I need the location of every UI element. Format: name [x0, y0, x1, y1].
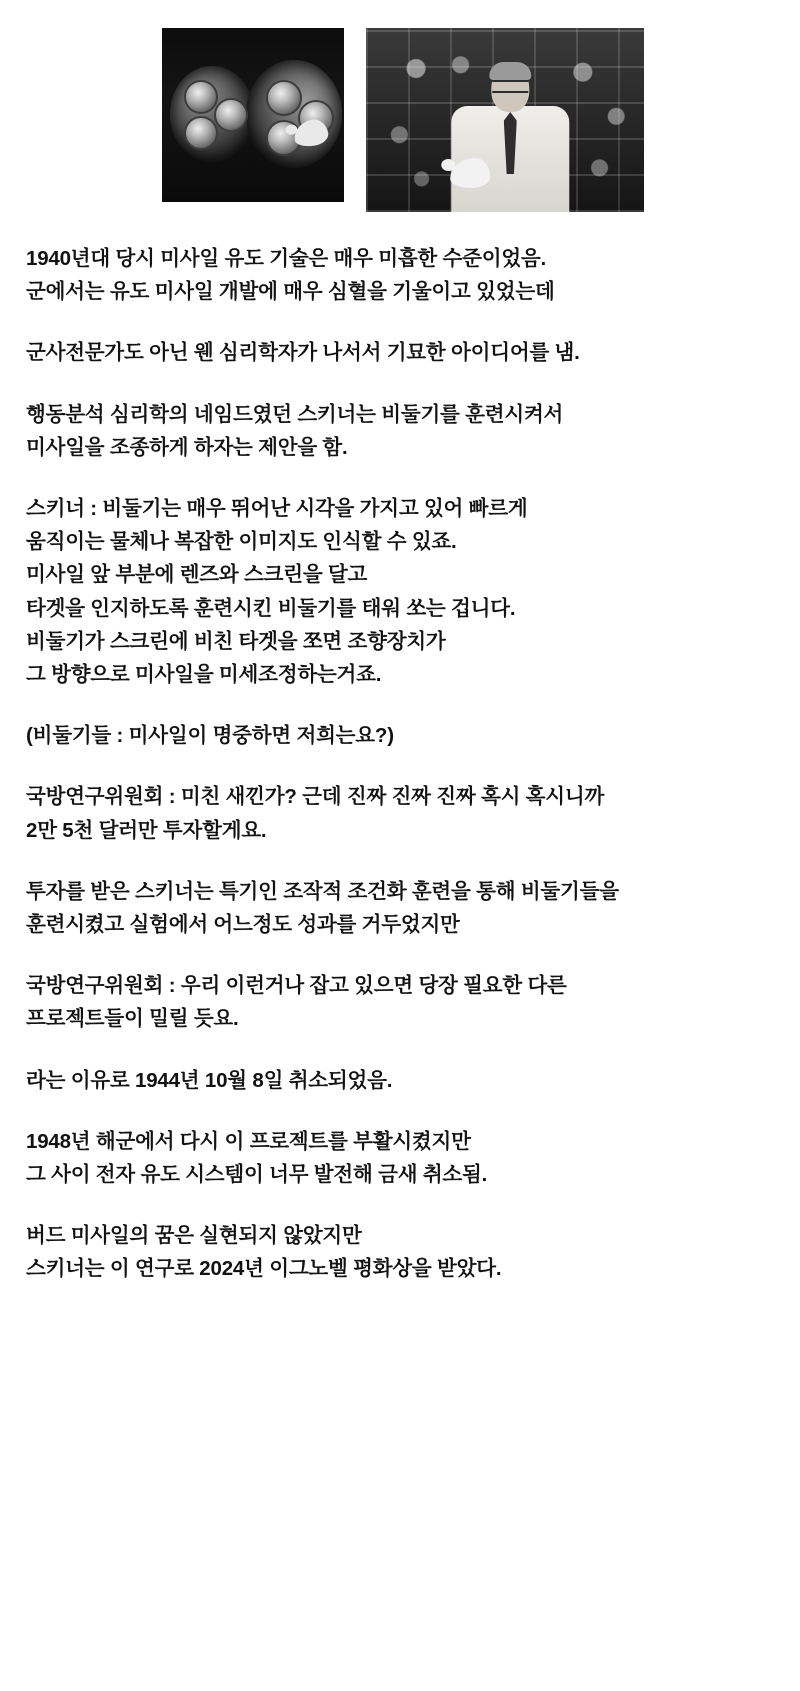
paragraph [26, 1125, 774, 1191]
text-line: 스키너 : 비둘기는 매우 뛰어난 시각을 가지고 있어 빠르게 [26, 497, 528, 521]
text-line: 군사전문가도 아닌 웬 심리학자가 나서서 기묘한 아이디어를 냄. [26, 341, 580, 365]
lens-icon [184, 80, 218, 114]
paragraph [26, 719, 774, 752]
text-line: 그 방향으로 미사일을 미세조정하는거죠. [26, 663, 382, 687]
missile-nose-cone-photo [162, 28, 344, 202]
text-line: 2만 5천 달러만 투자할게요. [26, 818, 267, 842]
paragraph [26, 398, 774, 464]
text-line: 국방연구위원회 : 미친 새낀가? 근데 진짜 진짜 진짜 혹시 혹시니까 [26, 785, 605, 809]
paragraph [26, 780, 774, 846]
image-strip [0, 28, 800, 212]
text-line: 군에서는 유도 미사일 개발에 매우 심혈을 기울이고 있었는데 [26, 280, 555, 304]
text-line: 투자를 받은 스키너는 특기인 조작적 조건화 훈련을 통해 비둘기들을 [26, 879, 619, 903]
text-line: 1940년대 당시 미사일 유도 기술은 매우 미흡한 수준이었음. [26, 247, 547, 270]
text-line: 미사일 앞 부분에 렌즈와 스크린을 달고 [26, 563, 368, 587]
paragraph [26, 492, 774, 691]
text-line: 국방연구위원회 : 우리 이런거나 잡고 있으면 당장 필요한 다른 [26, 974, 567, 998]
text-line: 미사일을 조종하게 하자는 제안을 함. [26, 435, 348, 459]
text-line: 버드 미사일의 꿈은 실현되지 않았지만 [26, 1224, 362, 1248]
article-body [0, 212, 800, 1286]
researcher-figure [444, 62, 576, 212]
skinner-pigeon-lab-photo [366, 28, 644, 212]
text-line: 라는 이유로 1944년 10월 8일 취소되었음. [26, 1068, 393, 1092]
researcher-hair [489, 62, 531, 80]
text-line: 행동분석 심리학의 네임드였던 스키너는 비둘기를 훈련시켜서 [26, 402, 564, 426]
text-line: (비둘기들 : 미사일이 명중하면 저희는요?) [26, 724, 394, 748]
text-line: 타겟을 인지하도록 훈련시킨 비둘기를 태워 쏘는 겁니다. [26, 596, 516, 620]
paragraph [26, 1064, 774, 1097]
glasses-icon [492, 80, 528, 93]
paragraph [26, 336, 774, 369]
text-line: 프로젝트들이 밀릴 듯요. [26, 1007, 239, 1031]
paragraph [26, 875, 774, 941]
text-line: 비둘기가 스크린에 비친 타겟을 쪼면 조향장치가 [26, 629, 446, 653]
lens-icon [184, 116, 218, 150]
text-line: 그 사이 전자 유도 시스템이 너무 발전해 금새 취소됨. [26, 1163, 488, 1187]
text-line: 훈련시켰고 실험에서 어느정도 성과를 거두었지만 [26, 913, 460, 937]
lens-icon [214, 98, 248, 132]
paragraph [26, 1219, 774, 1285]
text-line: 움직이는 물체나 복잡한 이미지도 인식할 수 있죠. [26, 530, 457, 554]
paragraph [26, 242, 774, 308]
paragraph [26, 969, 774, 1035]
text-line: 1948년 해군에서 다시 이 프로젝트를 부활시켰지만 [26, 1129, 471, 1153]
lens-icon [266, 80, 302, 116]
text-line: 스키너는 이 연구로 2024년 이그노벨 평화상을 받았다. [26, 1257, 502, 1281]
